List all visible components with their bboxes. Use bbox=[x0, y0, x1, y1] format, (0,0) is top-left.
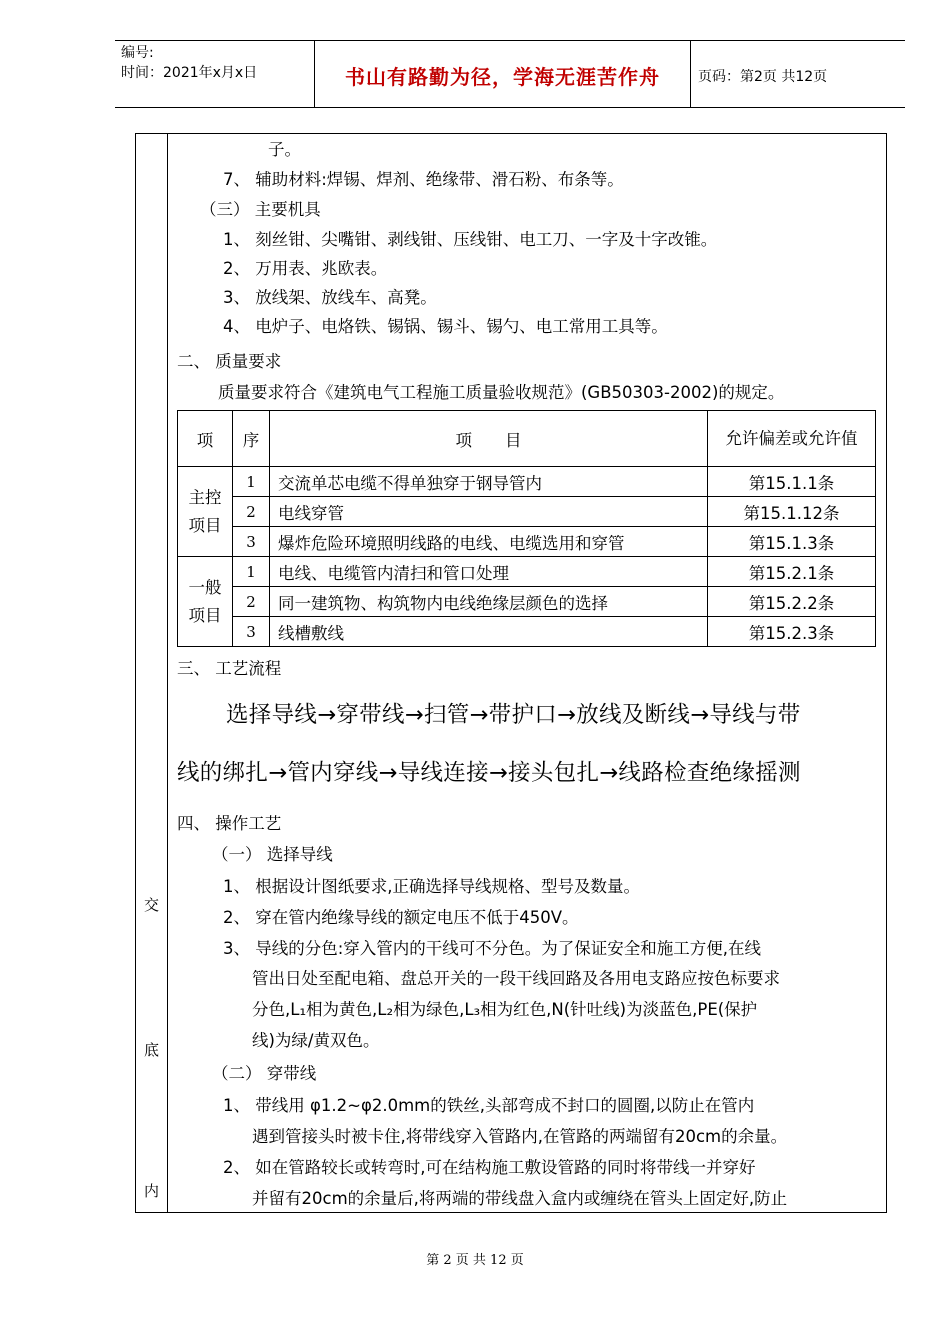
row-seq: 1 bbox=[233, 557, 270, 587]
row-seq: 3 bbox=[233, 617, 270, 647]
header-page: 页码：第2页 共12页 bbox=[698, 69, 828, 85]
row-value: 第15.2.2条 bbox=[708, 587, 876, 617]
row-value: 第15.2.3条 bbox=[708, 617, 876, 647]
text-line: 质量要求符合《建筑电气工程施工质量验收规范》(GB50303-2002)的规定。 bbox=[218, 383, 785, 402]
side-label-di: 底 bbox=[143, 1041, 159, 1059]
header-motto: 书山有路勤为径，学海无涯苦作舟 bbox=[345, 65, 660, 89]
side-label-jiao: 交 bbox=[143, 896, 159, 914]
page-footer: 第 2 页 共 12 页 bbox=[426, 1253, 524, 1268]
text-line: 管出日处至配电箱、盘总开关的一段干线回路及各用电支路应按色标要求 bbox=[252, 969, 780, 988]
row-value: 第15.1.1条 bbox=[708, 467, 876, 497]
table-row bbox=[178, 557, 876, 587]
header-time: 时间：2021年x月x日 bbox=[121, 65, 258, 81]
text-line: 1、 带线用 φ1.2~φ2.0mm的铁丝,头部弯成不封口的圆圈,以防止在管内 bbox=[223, 1096, 755, 1115]
row-item: 同一建筑物、构筑物内电线绝缘层颜色的选择 bbox=[270, 587, 708, 617]
text-line: 并留有20cm的余量后,将两端的带线盘入盒内或缠绕在管头上固定好,防止 bbox=[252, 1189, 788, 1208]
row-seq: 1 bbox=[233, 467, 270, 497]
table-header-row bbox=[178, 411, 876, 467]
text-line: 2、 如在管路较长或转弯时,可在结构施工敷设管路的同时将带线一并穿好 bbox=[223, 1158, 756, 1177]
process-flow-line: 线的绑扎→管内穿线→导线连接→接头包扎→线路检查绝缘摇测 bbox=[177, 760, 801, 786]
text-line: 线)为绿/黄双色。 bbox=[252, 1031, 380, 1050]
row-value: 第15.1.12条 bbox=[708, 497, 876, 527]
header-meta bbox=[115, 41, 315, 107]
group-general: 一般项目 bbox=[178, 557, 233, 647]
group-main: 主控项目 bbox=[178, 467, 233, 557]
text-line: 7、 辅助材料:焊锡、焊剂、绝缘带、滑石粉、布条等。 bbox=[223, 170, 624, 189]
text-line: 1、 根据设计图纸要求,正确选择导线规格、型号及数量。 bbox=[223, 877, 640, 896]
document-header bbox=[115, 40, 905, 108]
table-header: 项 目 bbox=[270, 411, 708, 467]
text-line: 3、 放线架、放线车、高凳。 bbox=[223, 288, 437, 307]
quality-table bbox=[177, 410, 876, 647]
row-item: 电线穿管 bbox=[270, 497, 708, 527]
row-value: 第15.2.1条 bbox=[708, 557, 876, 587]
header-number: 编号: bbox=[121, 45, 154, 61]
table-row bbox=[178, 497, 876, 527]
text-line: 子。 bbox=[268, 140, 301, 159]
header-motto-cell bbox=[315, 41, 691, 107]
row-seq: 2 bbox=[233, 587, 270, 617]
row-seq: 2 bbox=[233, 497, 270, 527]
row-item: 电线、电缆管内清扫和管口处理 bbox=[270, 557, 708, 587]
row-item: 线槽敷线 bbox=[270, 617, 708, 647]
section-heading: 三、 工艺流程 bbox=[177, 659, 282, 678]
table-row bbox=[178, 587, 876, 617]
text-line: 4、 电炉子、电烙铁、锡锅、锡斗、锡勺、电工常用工具等。 bbox=[223, 317, 668, 336]
text-line: 3、 导线的分色:穿入管内的干线可不分色。为了保证安全和施工方便,在线 bbox=[223, 939, 762, 958]
process-flow-line: 选择导线→穿带线→扫管→带护口→放线及断线→导线与带 bbox=[226, 702, 801, 728]
row-item: 交流单芯电缆不得单独穿于钢导管内 bbox=[270, 467, 708, 497]
section-heading: 四、 操作工艺 bbox=[177, 814, 282, 833]
section-heading: （三） 主要机具 bbox=[200, 200, 321, 219]
section-heading: （二） 穿带线 bbox=[212, 1064, 317, 1083]
section-heading: 二、 质量要求 bbox=[177, 352, 282, 371]
row-item: 爆炸危险环境照明线路的电线、电缆选用和穿管 bbox=[270, 527, 708, 557]
header-page-cell bbox=[690, 41, 905, 107]
text-line: 2、 穿在管内绝缘导线的额定电压不低于450V。 bbox=[223, 908, 579, 927]
side-label-nei: 内 bbox=[143, 1182, 159, 1200]
row-seq: 3 bbox=[233, 527, 270, 557]
table-header: 项 bbox=[178, 411, 233, 467]
text-line: 遇到管接头时被卡住,将带线穿入管路内,在管路的两端留有20cm的余量。 bbox=[252, 1127, 788, 1146]
table-header: 允许偏差或允许值 bbox=[708, 411, 876, 467]
text-line: 2、 万用表、兆欧表。 bbox=[223, 259, 388, 278]
text-line: 分色,L₁相为黄色,L₂相为绿色,L₃相为红色,N(针吐线)为淡蓝色,PE(保护 bbox=[252, 1000, 758, 1019]
section-heading: （一） 选择导线 bbox=[212, 845, 333, 864]
table-header: 序 bbox=[233, 411, 270, 467]
row-value: 第15.1.3条 bbox=[708, 527, 876, 557]
text-line: 1、 刻丝钳、尖嘴钳、剥线钳、压线钳、电工刀、一字及十字改锥。 bbox=[223, 230, 718, 249]
table-row bbox=[178, 467, 876, 497]
table-row bbox=[178, 617, 876, 647]
table-row bbox=[178, 527, 876, 557]
side-label-column bbox=[136, 134, 168, 1212]
